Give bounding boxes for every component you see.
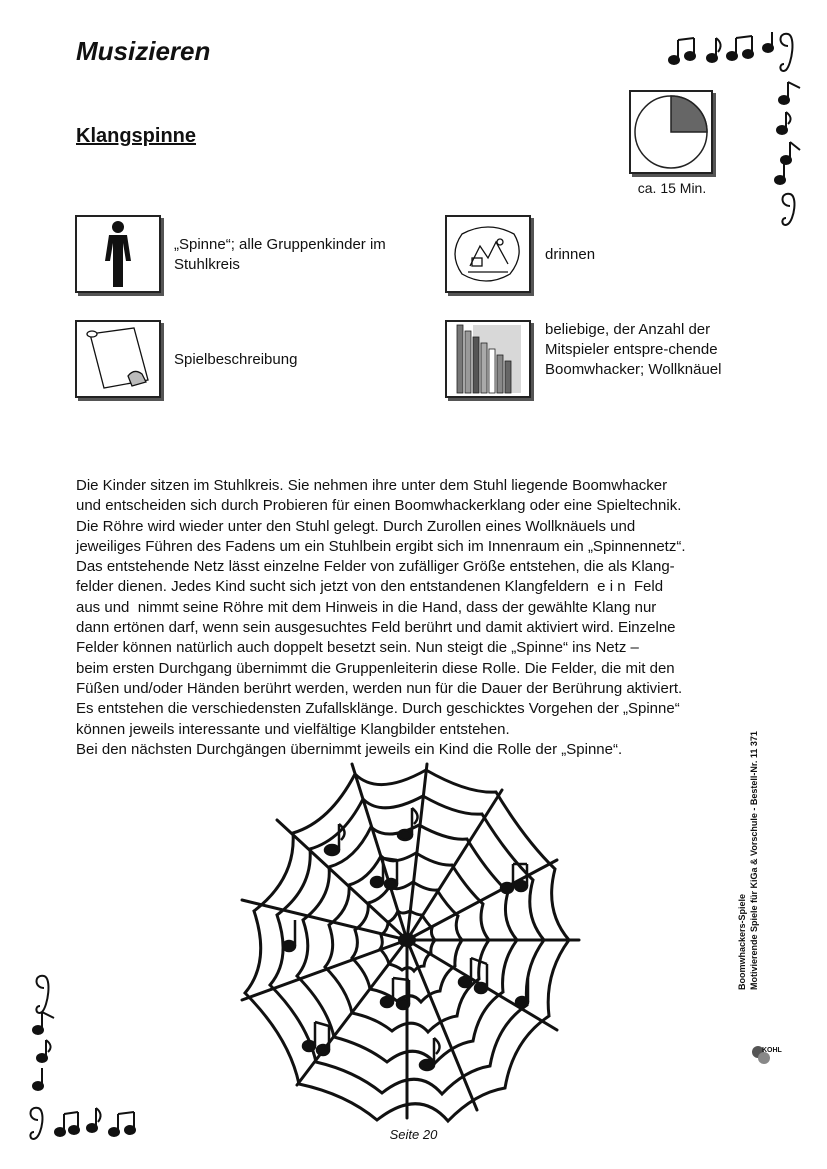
music-notes-decoration-bottom-icon bbox=[22, 950, 152, 1145]
instruction-line: dann ertönen darf, wenn sein ausgesuchtes Feld berührt und damit aktiviert wird. Einzelne bbox=[76, 619, 676, 637]
materials-text: beliebige, der Anzahl der Mitspieler entspre-chende Boomwhacker; Wollknäuel bbox=[545, 321, 722, 378]
page-number: Seite 20 bbox=[389, 1127, 438, 1142]
instruction-line: Die Kinder sitzen im Stuhlkreis. Sie nehmen ihre unter dem Stuhl liegende Boomwhacker bbox=[76, 477, 668, 494]
instruction-line: Die Röhre wird wieder unter den Stuhl gelegt. Durch Zurollen eines Wollknäuels und bbox=[76, 517, 636, 535]
location-text: drinnen bbox=[545, 246, 596, 263]
game-instructions bbox=[76, 476, 758, 760]
duration-label: ca. 15 Min. bbox=[637, 180, 707, 196]
spider-web-icon bbox=[232, 760, 582, 1120]
indoor-scene-icon bbox=[450, 222, 526, 286]
instruction-line: Bei den nächsten Durchgängen übernimmt jeweils ein Kind die Rolle der „Spinne“. bbox=[76, 740, 623, 758]
series-title: Boomwhackers-Spiele bbox=[737, 893, 747, 990]
players-text: „Spinne“; alle Gruppenkinder im Stuhlkreis bbox=[174, 236, 386, 273]
boomwhacker-tubes-icon bbox=[453, 323, 523, 395]
instruction-line: Es entstehen die verschiedensten Zufallsklänge. Durch geschicktes Vorgehen der „Spinne“ bbox=[76, 700, 680, 718]
description-text: Spielbeschreibung bbox=[174, 351, 298, 368]
instruction-line: Füßen und/oder Händen berührt werden, werden nun für die Dauer der Berührung aktiviert. bbox=[76, 679, 683, 697]
scroll-icon bbox=[80, 324, 156, 394]
publication-info bbox=[736, 690, 796, 990]
product-info: Motivierende Spiele für KiGa & Vorschule - Bestell-Nr. 11 371 bbox=[749, 731, 759, 990]
players-box bbox=[75, 215, 161, 293]
materials-box bbox=[445, 320, 531, 398]
instruction-line: und entscheiden sich durch Probieren für einen Boomwhackerklang oder eine Spieltechnik. bbox=[76, 497, 682, 515]
clock-icon bbox=[631, 92, 711, 172]
duration-box bbox=[629, 90, 713, 174]
game-title: Klangspinne bbox=[76, 125, 197, 147]
description-box bbox=[75, 320, 161, 398]
location-box bbox=[445, 215, 531, 293]
instruction-line: felder dienen. Jedes Kind sucht sich jetzt von den entstandenen Klangfeldern e i n Feld bbox=[76, 578, 664, 596]
instruction-line: Das entstehende Netz lässt einzelne Felder von zufälliger Größe entstehen, die als Klang- bbox=[76, 558, 675, 576]
publisher-logo-icon bbox=[748, 1040, 782, 1070]
page-title: Musizieren bbox=[76, 36, 211, 66]
instruction-line: aus und nimmt seine Röhre mit dem Hinweis in die Hand, dass der gewählte Klang nur bbox=[76, 598, 657, 616]
instruction-line: können jeweils interessante und vielfältige Klangbilder entstehen. bbox=[76, 720, 510, 738]
publisher-logo-text: KOHL bbox=[762, 1047, 782, 1054]
person-icon bbox=[98, 219, 138, 289]
instruction-line: Felder können natürlich auch doppelt besetzt sein. Nun steigt die „Spinne“ ins Netz – bbox=[76, 639, 639, 657]
instruction-line: jeweiliges Führen des Fadens um ein Stuhlbein ergibt sich im Innenraum ein „Spinnennetz“. bbox=[76, 537, 686, 555]
instruction-line: beim ersten Durchgang übernimmt die Gruppenleiterin diese Rolle. Die Felder, die mit den bbox=[76, 659, 675, 677]
